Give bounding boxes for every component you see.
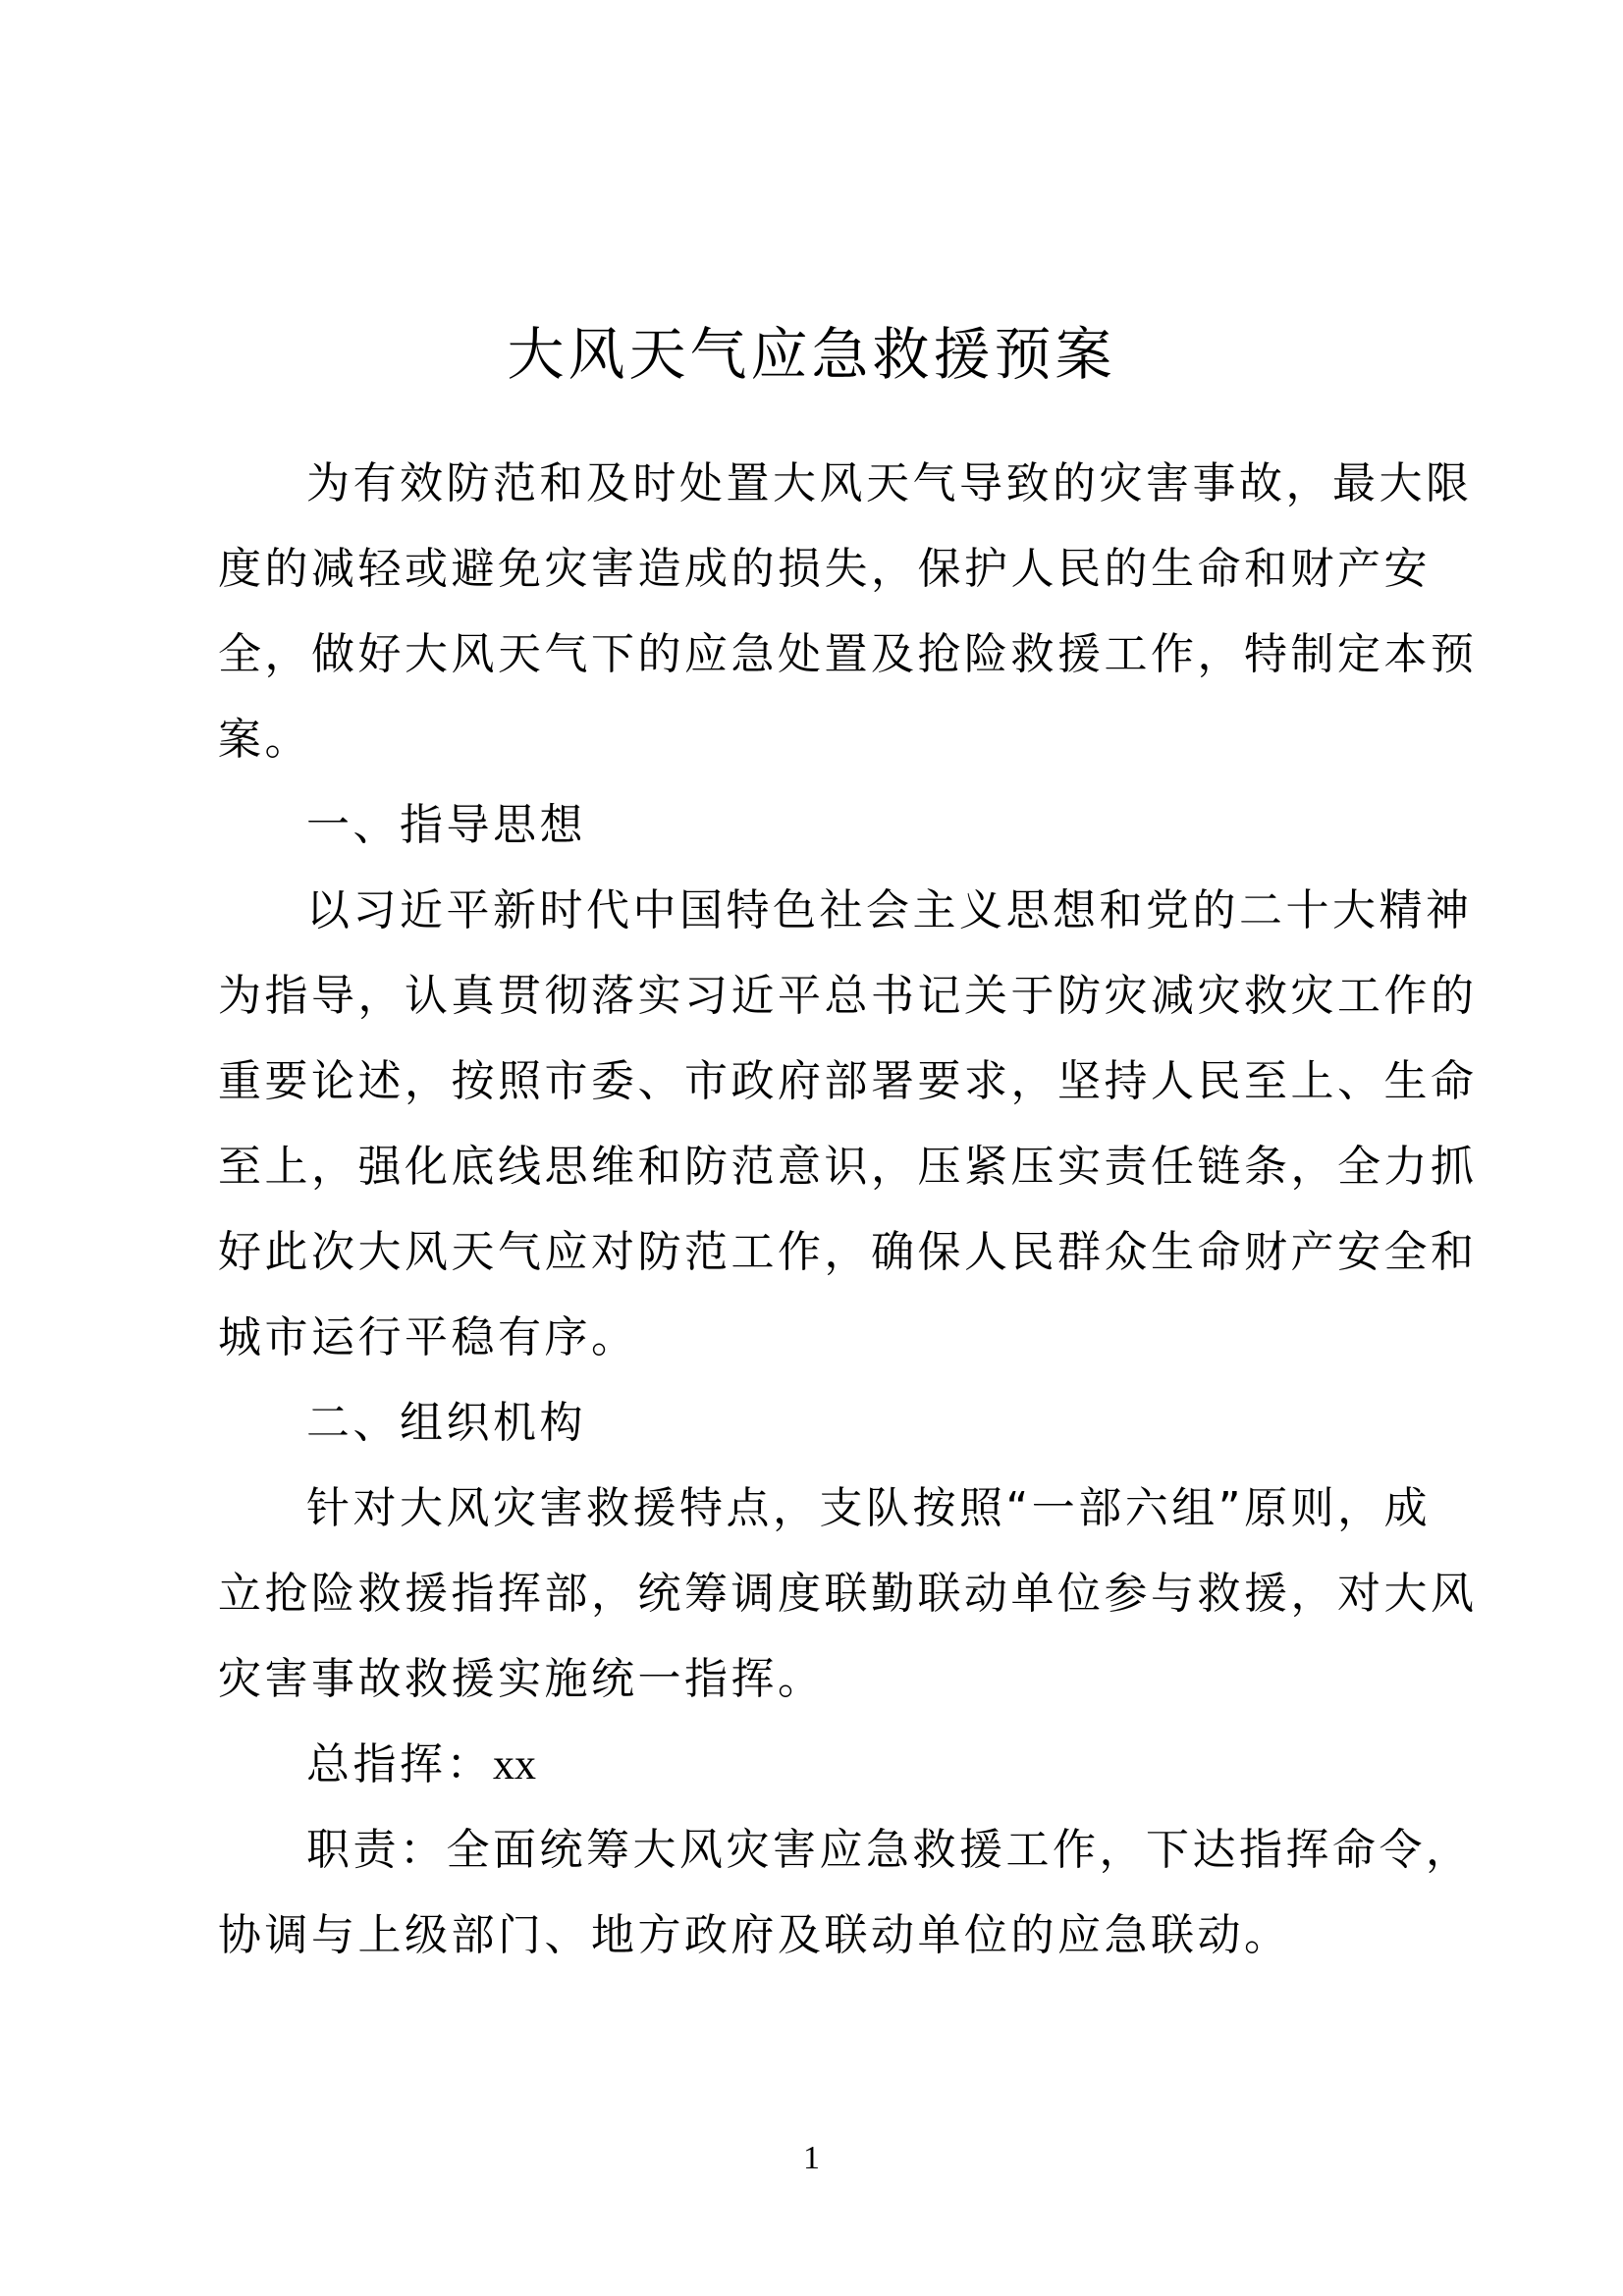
paragraph-line: 全，做好大风天气下的应急处置及抢险救援工作，特制定本预 — [218, 629, 1478, 679]
commander-label: 总指挥： — [306, 1739, 493, 1789]
paragraph-line: 立抢险救援指挥部，统筹调度联勤联动单位参与救援，对大风 — [218, 1569, 1478, 1619]
paragraph-line: 案。 — [218, 715, 311, 765]
page-number: 1 — [803, 2140, 820, 2176]
paragraph-line: 针对大风灾害救援特点，支队按照“一部六组”原则，成 — [306, 1483, 1432, 1533]
commander-line — [218, 1722, 1435, 1807]
section-heading: 二、组织机构 — [306, 1398, 586, 1448]
document-body — [218, 441, 1478, 1978]
section-heading: 一、指导思想 — [306, 800, 586, 850]
paragraph-line: 以习近平新时代中国特色社会主义思想和党的二十大精神 — [306, 885, 1473, 935]
paragraph-line: 灾害事故救援实施统一指挥。 — [218, 1654, 825, 1704]
paragraph-line: 为指导，认真贯彻落实习近平总书记关于防灾减灾救灾工作的 — [218, 971, 1478, 1021]
paragraph-line: 至上，强化底线思维和防范意识，压紧压实责任链条，全力抓 — [218, 1142, 1478, 1192]
paragraph-line: 职责：全面统筹大风灾害应急救援工作，下达指挥命令， — [306, 1825, 1473, 1875]
paragraph-line: 为有效防范和及时处置大风天气导致的灾害事故，最大限 — [306, 458, 1473, 508]
paragraph-line: 度的减轻或避免灾害造成的损失，保护人民的生命和财产安 — [218, 544, 1431, 594]
commander-name: xx — [493, 1740, 536, 1789]
paragraph-line: 好此次大风天气应对防范工作，确保人民群众生命财产安全和 — [218, 1227, 1478, 1277]
document-title: 大风天气应急救援预案 — [507, 321, 1116, 388]
paragraph-line: 协调与上级部门、地方政府及联动单位的应急联动。 — [218, 1910, 1291, 1960]
paragraph-line: 重要论述，按照市委、市政府部署要求，坚持人民至上、生命 — [218, 1056, 1478, 1106]
paragraph-line: 城市运行平稳有序。 — [218, 1312, 638, 1362]
